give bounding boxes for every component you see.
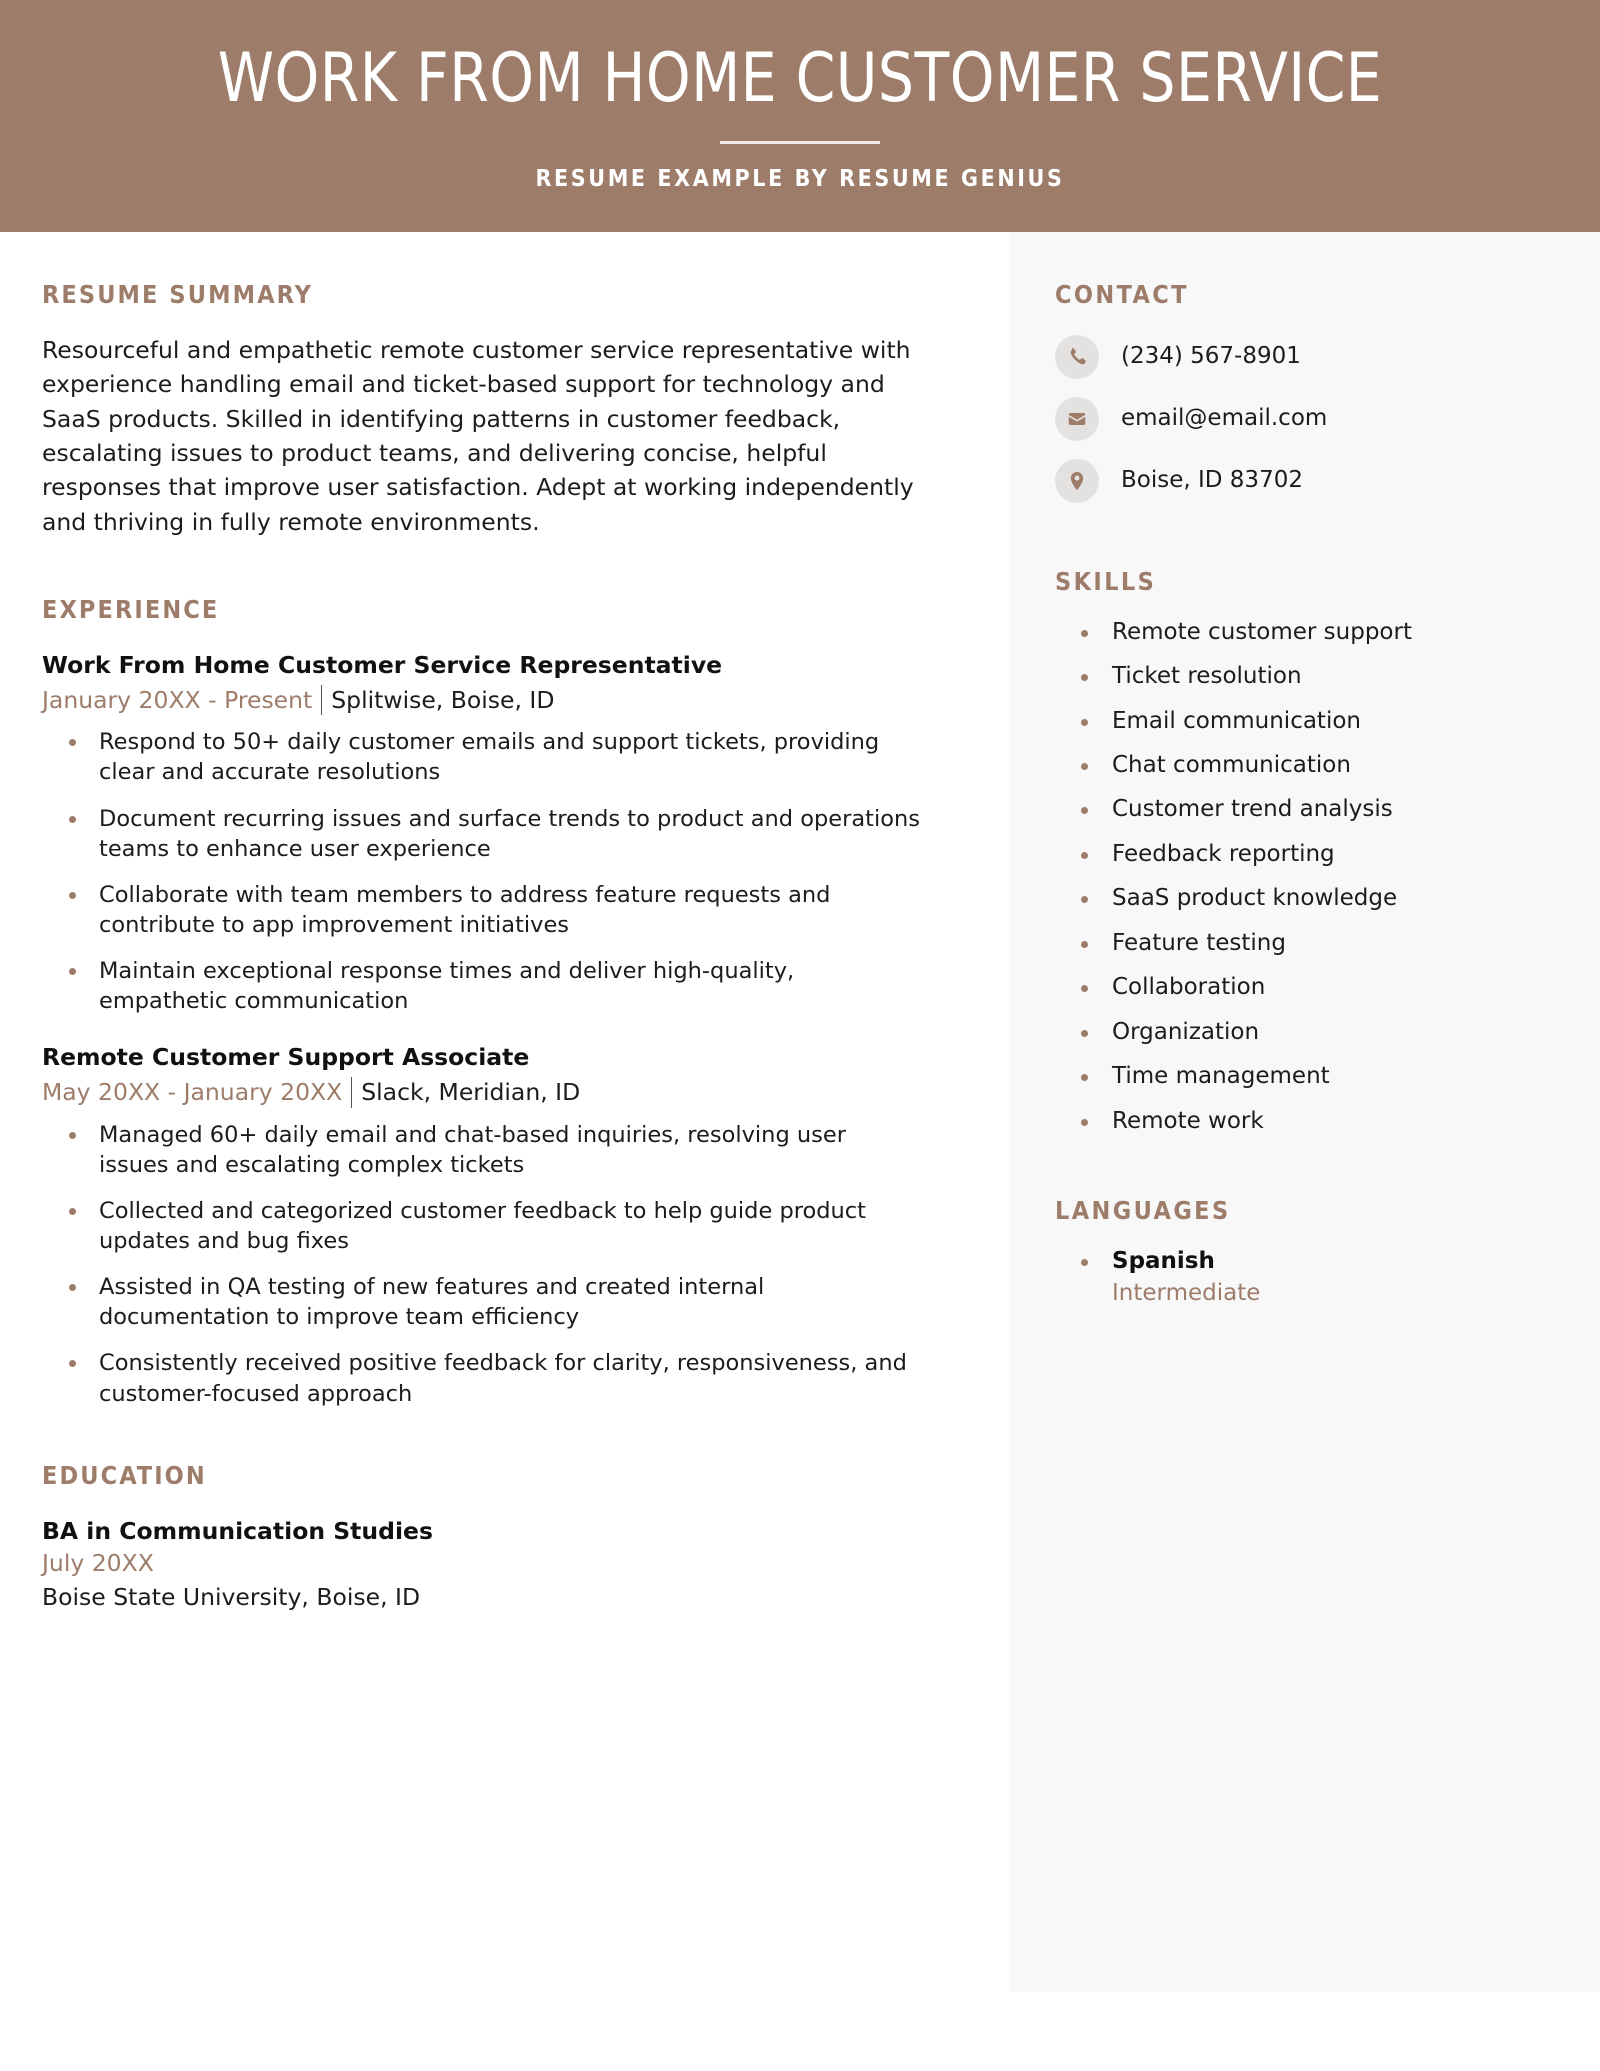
envelope-icon bbox=[1055, 397, 1099, 441]
section-languages bbox=[1055, 1196, 1560, 1309]
job-separator bbox=[321, 685, 322, 716]
summary-heading: RESUME SUMMARY bbox=[42, 279, 314, 309]
education-school: Boise State University, Boise, ID bbox=[42, 1582, 421, 1611]
skill-item: Collaboration bbox=[1055, 973, 1560, 1002]
job-bullet: Collected and categorized customer feedback to help guide product updates and bug fixes bbox=[42, 1196, 922, 1256]
contact-item-phone[interactable] bbox=[1055, 335, 1560, 379]
contact-location-value: Boise, ID 83702 bbox=[1121, 466, 1303, 493]
job-bullet: Assisted in QA testing of new features and created internal documentation to improve team efficiency bbox=[42, 1272, 922, 1332]
job-bullet: Document recurring issues and surface trends to product and operations teams to enhance user experience bbox=[42, 804, 922, 864]
education-date: July 20XX bbox=[42, 1549, 154, 1578]
section-education bbox=[42, 1461, 961, 1614]
education-heading: EDUCATION bbox=[42, 1460, 207, 1490]
header-divider bbox=[720, 141, 880, 144]
job-bullet: Collaborate with team members to address feature requests and contribute to app improvement initiatives bbox=[42, 880, 922, 940]
job-bullet: Managed 60+ daily email and chat-based inquiries, resolving user issues and escalating complex tickets bbox=[42, 1120, 922, 1180]
skills-heading: SKILLS bbox=[1055, 566, 1157, 596]
main-column bbox=[0, 232, 1009, 1992]
job-company: Splitwise, Boise, ID bbox=[331, 685, 555, 714]
job-date: January 20XX - Present bbox=[42, 685, 313, 714]
contact-heading: CONTACT bbox=[1055, 279, 1189, 309]
section-skills bbox=[1055, 567, 1560, 1136]
job-bullet: Consistently received positive feedback for clarity, responsiveness, and customer-focused approach bbox=[42, 1348, 922, 1408]
job-bullet-list bbox=[42, 727, 961, 1016]
job-meta bbox=[42, 685, 961, 716]
education-degree: BA in Communication Studies bbox=[42, 1516, 433, 1545]
experience-heading: EXPERIENCE bbox=[42, 595, 220, 625]
skill-item: Remote customer support bbox=[1055, 618, 1560, 647]
skill-item: Chat communication bbox=[1055, 751, 1560, 780]
job-date: May 20XX - January 20XX bbox=[42, 1078, 343, 1107]
languages-list bbox=[1055, 1247, 1560, 1309]
contact-list bbox=[1055, 335, 1560, 503]
skill-item: Customer trend analysis bbox=[1055, 795, 1560, 824]
experience-entry bbox=[42, 1042, 961, 1408]
skill-item: Remote work bbox=[1055, 1107, 1560, 1136]
experience-entry bbox=[42, 650, 961, 1016]
skill-item: Feedback reporting bbox=[1055, 840, 1560, 869]
sidebar-column bbox=[1009, 232, 1600, 1992]
job-bullet-list bbox=[42, 1120, 961, 1409]
job-company: Slack, Meridian, ID bbox=[361, 1078, 581, 1107]
contact-phone-value: (234) 567-8901 bbox=[1121, 342, 1301, 369]
skill-item: Email communication bbox=[1055, 707, 1560, 736]
language-level: Intermediate bbox=[1112, 1279, 1261, 1306]
skill-item: Organization bbox=[1055, 1018, 1560, 1047]
skill-item: Feature testing bbox=[1055, 929, 1560, 958]
job-bullet: Respond to 50+ daily customer emails and support tickets, providing clear and accurate resolutions bbox=[42, 727, 922, 787]
phone-icon bbox=[1055, 335, 1099, 379]
page-title: WORK FROM HOME CUSTOMER SERVICE bbox=[217, 39, 1383, 118]
contact-email-value: email@email.com bbox=[1121, 404, 1328, 431]
skill-item: Time management bbox=[1055, 1062, 1560, 1091]
contact-item-email[interactable] bbox=[1055, 397, 1560, 441]
job-separator bbox=[351, 1077, 352, 1108]
header-banner bbox=[0, 0, 1600, 232]
section-resume-summary bbox=[42, 280, 961, 540]
language-name: Spanish bbox=[1112, 1247, 1215, 1274]
language-item bbox=[1055, 1247, 1560, 1309]
job-bullet: Maintain exceptional response times and deliver high-quality, empathetic communication bbox=[42, 956, 922, 1016]
job-title: Remote Customer Support Associate bbox=[42, 1043, 530, 1072]
page-subtitle: RESUME EXAMPLE BY RESUME GENIUS bbox=[535, 165, 1065, 192]
contact-item-location[interactable] bbox=[1055, 459, 1560, 503]
skill-item: Ticket resolution bbox=[1055, 662, 1560, 691]
summary-text: Resourceful and empathetic remote customer service representative with experience handling email and ticket-based support for technology and SaaS products. Skilled in identifying patterns in customer feedback, escalating issues to product teams, and delivering concise, helpful responses that improve user satisfaction. Adept at working independently and thriving in fully remote environments. bbox=[42, 335, 914, 536]
languages-heading: LANGUAGES bbox=[1055, 1195, 1231, 1225]
resume-body bbox=[0, 232, 1600, 1992]
section-experience bbox=[42, 595, 961, 1408]
job-meta bbox=[42, 1077, 961, 1108]
location-pin-icon bbox=[1055, 459, 1099, 503]
job-title: Work From Home Customer Service Representative bbox=[42, 651, 723, 680]
skill-item: SaaS product knowledge bbox=[1055, 884, 1560, 913]
education-entry bbox=[42, 1516, 961, 1614]
skills-list bbox=[1055, 618, 1560, 1136]
section-contact bbox=[1055, 280, 1560, 503]
